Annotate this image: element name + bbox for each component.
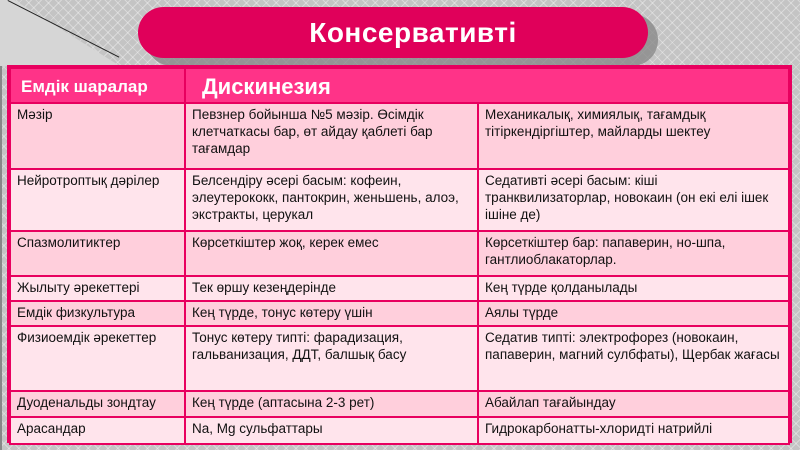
- cell-col2: Тонус көтеру типті: фарадизация, гальванизация, ДДТ, балшық басу: [185, 326, 478, 391]
- cell-col3: Абайлап тағайындау: [478, 391, 789, 417]
- cell-col3: Седатив типті: электрофорез (новокаин, папаверин, магний сулбфаты), Щербак жағасы: [478, 326, 789, 391]
- table-row: [10, 301, 789, 326]
- cell-col3: Көрсеткіштер бар: папаверин, но-шпа, гантлиоблакаторлар.: [478, 231, 789, 276]
- table-row: [10, 169, 789, 231]
- cell-col2: Кең түрде (аптасына 2-3 рет): [185, 391, 478, 417]
- cell-col3: Седативті әсері басым: кіші транквилизаторлар, новокаин (он екі елі ішек ішіне де): [478, 169, 789, 231]
- row-label: Дуоденальды зондтау: [10, 391, 185, 417]
- slide-title: Консервативті: [309, 16, 517, 48]
- row-label: Арасандар: [10, 417, 185, 444]
- title-banner: [138, 7, 648, 58]
- slide-left-edge: [0, 0, 2, 450]
- cell-col2: Кең түрде, тонус көтеру үшін: [185, 301, 478, 326]
- cell-col2: Белсендіру әсері басым: кофеин, элеутерококк, пантокрин, женьшень, алоэ, экстракты, церукал: [185, 169, 478, 231]
- table-row: [10, 231, 789, 276]
- header-dyskinesia: Дискинезия: [185, 68, 789, 103]
- treatment-table: [7, 65, 792, 443]
- row-label: Емдік физкультура: [10, 301, 185, 326]
- row-label: Нейротроптық дәрілер: [10, 169, 185, 231]
- cell-col3: Кең түрде қолданылады: [478, 276, 789, 301]
- cell-col2: Певзнер бойынша №5 мәзір. Өсімдік клетчаткасы бар, өт айдау қаблеті бар тағамдар: [185, 103, 478, 169]
- cell-col3: Механикалық, химиялық, тағамдық тітіркендіргіштер, майларды шектеу: [478, 103, 789, 169]
- cell-col3: Аялы түрде: [478, 301, 789, 326]
- cell-col2: Тек өршу кезеңдерінде: [185, 276, 478, 301]
- corner-decoration: [0, 0, 120, 66]
- row-label: Мәзір: [10, 103, 185, 169]
- header-treatment-measures: Емдік шаралар: [10, 68, 185, 103]
- row-label: Спазмолитиктер: [10, 231, 185, 276]
- row-label: Жылыту әрекеттері: [10, 276, 185, 301]
- table-header-row: [10, 68, 789, 103]
- cell-col2: Көрсеткіштер жоқ, керек емес: [185, 231, 478, 276]
- table-row: [10, 391, 789, 417]
- cell-col3: Гидрокарбонатты-хлоридті натрийлі: [478, 417, 789, 444]
- table-row: [10, 326, 789, 391]
- table-row: [10, 103, 789, 169]
- table-row: [10, 417, 789, 444]
- row-label: Физиоемдік әрекеттер: [10, 326, 185, 391]
- cell-col2: Na, Mg сульфаттары: [185, 417, 478, 444]
- table-row: [10, 276, 789, 301]
